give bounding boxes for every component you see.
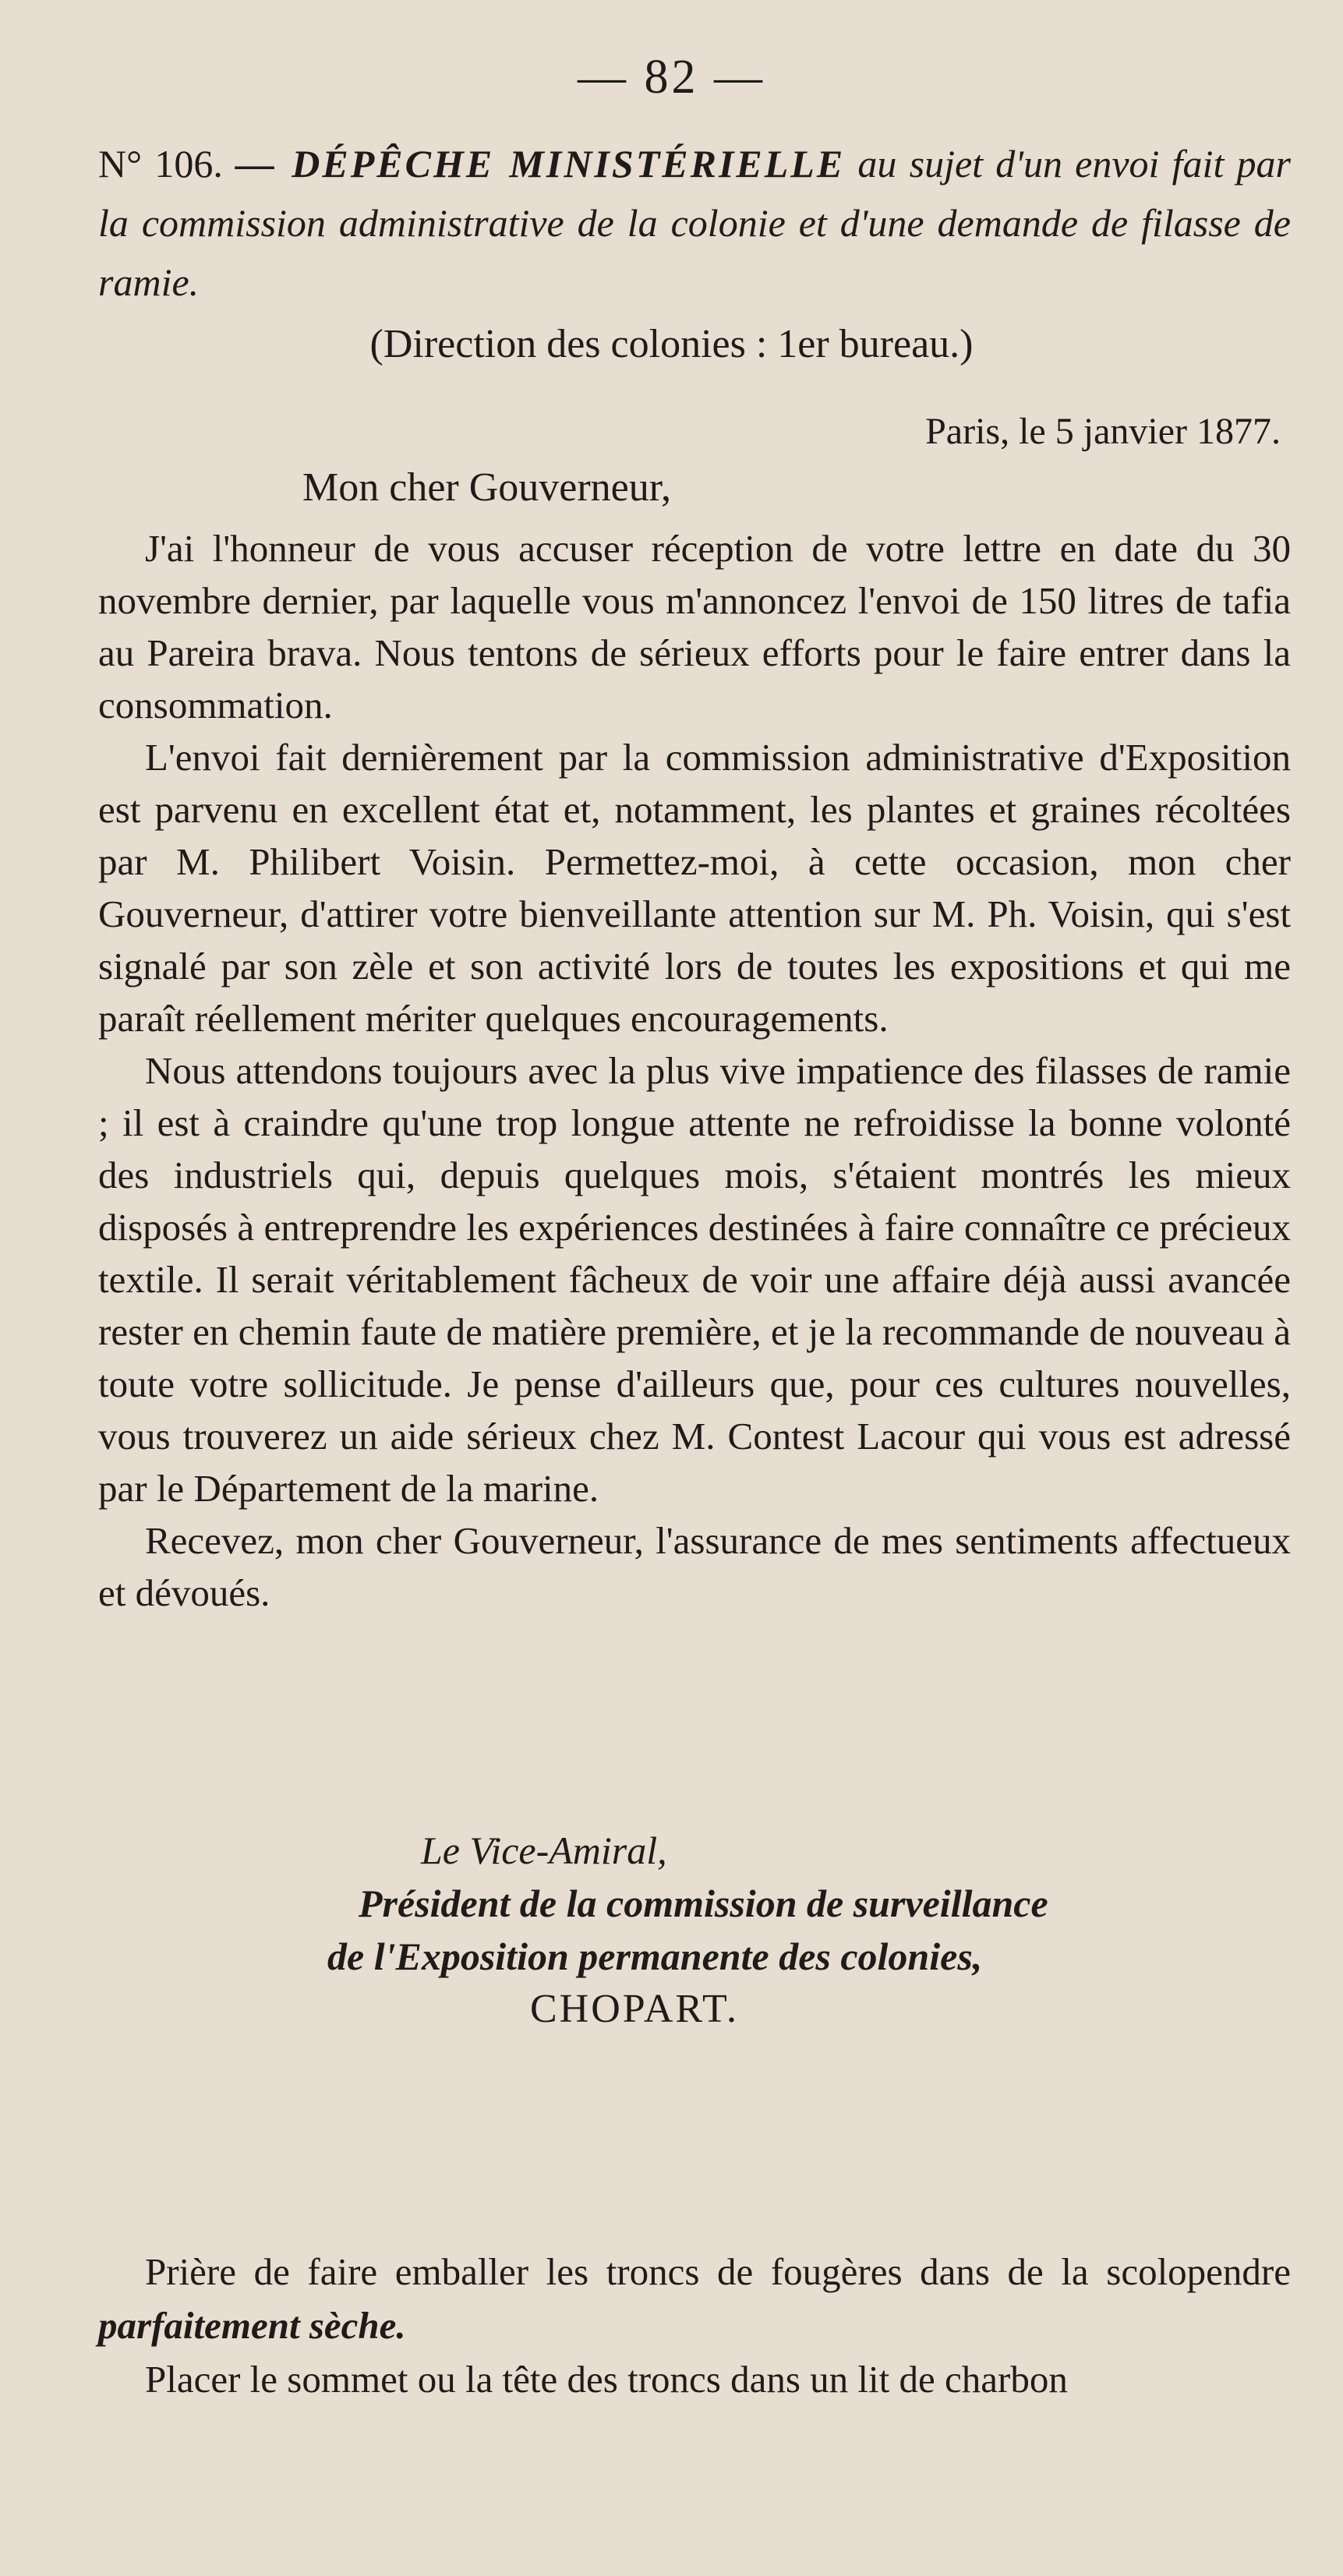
paragraph-2: L'envoi fait dernièrement par la commission administrative d'Exposition est parvenu en excellent état et, notamment, les plantes et graines récoltées par M. Philibert Voisin. Permettez-moi, à cette occasion, mon cher Gouverneur, d'attirer votre bienveillante attention sur M. Ph. Voisin, qui s'est signalé par son zèle et son activité lors de toutes les expositions et qui me paraît réellement mériter quelques encouragements.: [98, 736, 1291, 1040]
paragraph-3: Nous attendons toujours avec la plus vive impatience des filasses de ramie ; il est à craindre qu'une trop longue attente ne refroidisse la bonne volonté des industriels qui, depuis quelques mois, s'étaient montrés les mieux disposés à entreprendre les expériences destinées à faire connaître ce précieux textile. Il serait véritablement fâcheux de voir une affaire déjà aussi avancée rester en chemin faute de matière première, et je la recommande de nouveau à toute votre sollicitude. Je pense d'ailleurs que, pour ces cultures nouvelles, vous trouverez un aide sérieux chez M. Contest Lacour qui vous est adressé par le Département de la marine.: [98, 1049, 1291, 1510]
note-line-1-text: Prière de faire emballer les troncs de fougères dans de la scolopendre: [145, 2250, 1291, 2293]
direction-line: (Direction des colonies : 1er bureau.): [369, 322, 974, 366]
signature-title-1: Le Vice-Amiral,: [421, 1829, 667, 1872]
signature-block: [327, 1824, 1263, 2036]
document-number: N° 106.: [98, 142, 223, 186]
signature-name: CHOPART.: [530, 1987, 739, 2031]
signature-title-3: de l'Exposition permanente des colonies,: [327, 1935, 983, 1978]
page-number: — 82 —: [578, 51, 765, 104]
paragraph-4: Recevez, mon cher Gouverneur, l'assurance de mes sentiments affectueux et dévoués.: [98, 1519, 1291, 1614]
note-line-1-emphasis: parfaitement sèche.: [98, 2304, 406, 2347]
paragraph-1: J'ai l'honneur de vous accuser réception de votre lettre en date du 30 novembre dernier, par laquelle vous m'annoncez l'envoi de 150 litres de tafia au Pareira brava. Nous tentons de sérieux efforts pour le faire entrer dans la consommation.: [98, 527, 1291, 726]
document-header: [98, 134, 1291, 312]
note-line-1: [98, 2245, 1291, 2352]
salutation: Mon cher Gouverneur,: [302, 465, 671, 510]
place-date: Paris, le 5 janvier 1877.: [925, 411, 1281, 452]
document-subject: au sujet d'un envoi fait par la commission administrative de la colonie et d'une demande de filasse de ramie.: [98, 142, 1292, 304]
note-line-2: Placer le sommet ou la tête des troncs dans un lit de charbon: [145, 2358, 1068, 2401]
signature-title-2: Président de la commission de surveillance: [359, 1882, 1048, 1925]
packing-note: [98, 2245, 1291, 2406]
letter-body: [98, 522, 1291, 1619]
document-kind: — DÉPÊCHE MINISTÉRIELLE: [235, 142, 846, 186]
